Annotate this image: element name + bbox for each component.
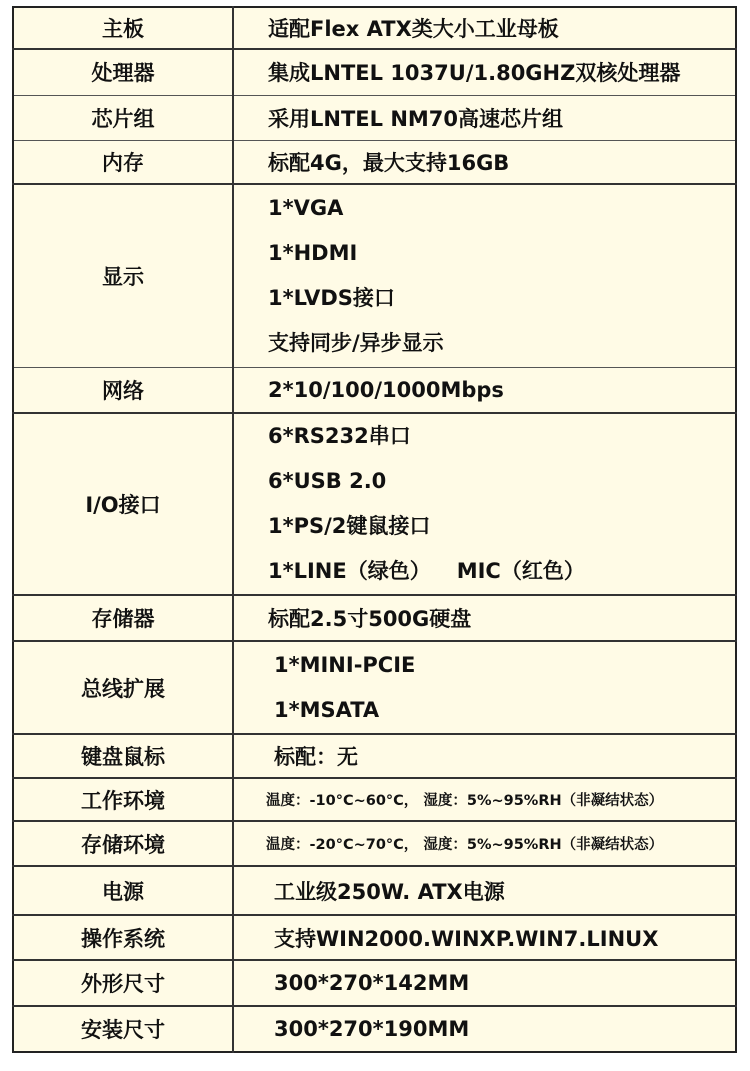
row-label: 处理器 (13, 49, 233, 95)
row-value: 标配2.5寸500G硬盘 (233, 595, 736, 641)
row-value (233, 184, 736, 367)
row-label: 主板 (13, 7, 233, 49)
row-label: 存储环境 (13, 821, 233, 866)
table-row-memory (13, 140, 736, 184)
value-line: 6*RS232串口 (268, 424, 411, 448)
value-line (268, 549, 735, 594)
row-value: 2*10/100/1000Mbps (233, 367, 736, 413)
value-line: 1*HDMI (268, 240, 358, 265)
row-value: 适配Flex ATX类大小工业母板 (233, 7, 736, 49)
table-row-operating-system (13, 915, 736, 960)
row-label: 安装尺寸 (13, 1006, 233, 1052)
row-value: 集成LNTEL 1037U/1.80GHZ双核处理器 (233, 49, 736, 95)
value-line-part: 1*LINE（绿色） (268, 559, 431, 583)
row-value: 标配：无 (233, 734, 736, 778)
row-value: 标配4G，最大支持16GB (233, 140, 736, 184)
value-line: 支持同步/异步显示 (268, 330, 444, 355)
row-value: 采用LNTEL NM70高速芯片组 (233, 95, 736, 140)
value-line: 1*MSATA (274, 697, 380, 722)
row-label: 芯片组 (13, 95, 233, 140)
row-label: 总线扩展 (13, 641, 233, 734)
value-line: 1*MINI-PCIE (274, 652, 416, 677)
table-row-keyboard-mouse (13, 734, 736, 778)
row-value: 温度：-10°C~60°C， 湿度：5%~95%RH（非凝结状态） (233, 778, 736, 821)
row-value: 300*270*190MM (233, 1006, 736, 1052)
value-line: 1*LVDS接口 (268, 285, 395, 310)
table-row-chipset (13, 95, 736, 140)
spec-table (12, 6, 737, 1053)
table-row-display (13, 184, 736, 367)
value-line: 6*USB 2.0 (268, 469, 387, 493)
table-row-installation-dimensions (13, 1006, 736, 1052)
value-line: 1*VGA (268, 195, 344, 220)
row-value: 工业级250W. ATX电源 (233, 866, 736, 915)
table-row-storage (13, 595, 736, 641)
row-label: 电源 (13, 866, 233, 915)
row-label: 内存 (13, 140, 233, 184)
row-label: 操作系统 (13, 915, 233, 960)
row-label: 存储器 (13, 595, 233, 641)
value-line-part: MIC（红色） (456, 559, 585, 583)
table-row-bus-expansion (13, 641, 736, 734)
row-label: 显示 (13, 184, 233, 367)
row-value: 支持WIN2000.WINXP.WIN7.LINUX (233, 915, 736, 960)
row-value: 温度：-20°C~70°C， 湿度：5%~95%RH（非凝结状态） (233, 821, 736, 866)
row-label: 网络 (13, 367, 233, 413)
table-row-motherboard (13, 7, 736, 49)
row-label: 键盘鼠标 (13, 734, 233, 778)
row-label: I/O接口 (13, 413, 233, 595)
table-row-outer-dimensions (13, 960, 736, 1006)
table-row-network (13, 367, 736, 413)
table-row-power (13, 866, 736, 915)
row-value (233, 413, 736, 595)
table-row-processor (13, 49, 736, 95)
table-row-storage-environment (13, 821, 736, 866)
row-value (233, 641, 736, 734)
row-label: 工作环境 (13, 778, 233, 821)
table-row-io (13, 413, 736, 595)
row-label: 外形尺寸 (13, 960, 233, 1006)
table-row-working-environment (13, 778, 736, 821)
row-value: 300*270*142MM (233, 960, 736, 1006)
value-line: 1*PS/2键鼠接口 (268, 514, 431, 538)
